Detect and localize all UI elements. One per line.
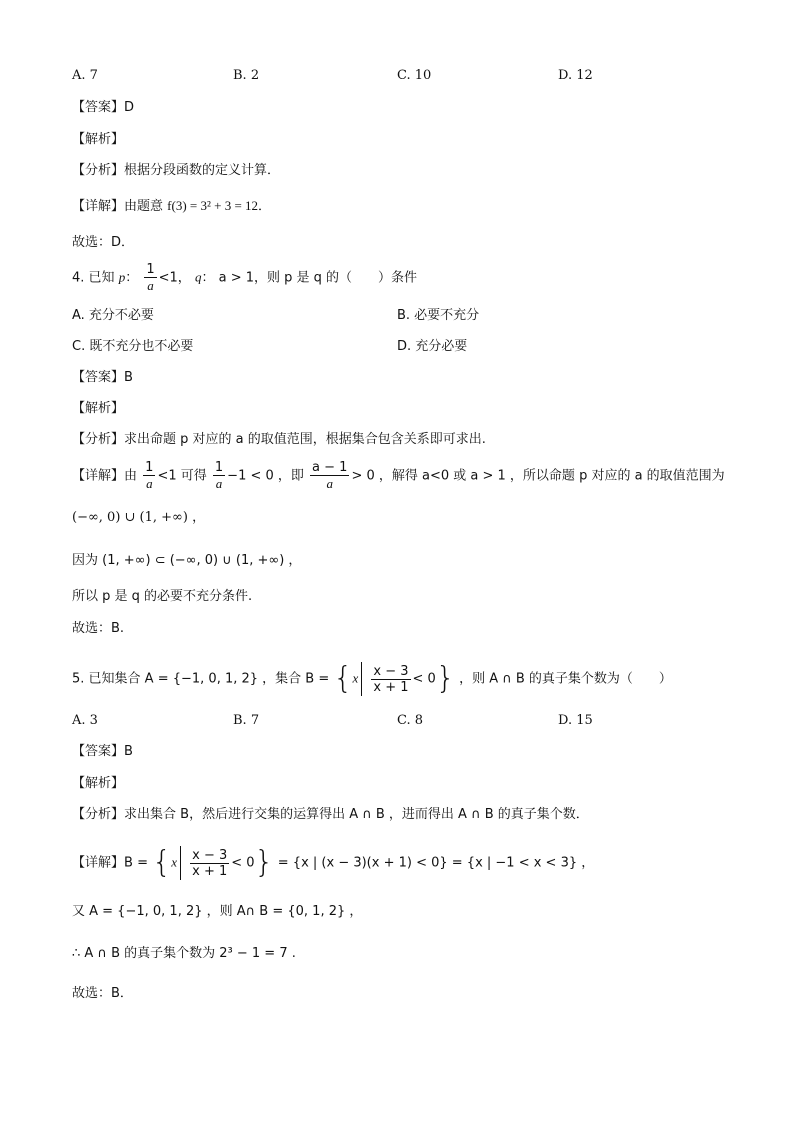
q5-option-b: B. 7 [233, 713, 260, 728]
q5-stem-a: 5. 已知集合 A = {−1, 0, 1, 2} ，集合 B = [72, 671, 330, 687]
x1: 由 [124, 468, 138, 484]
var-q: q [194, 269, 202, 285]
right-brace: } [435, 661, 455, 696]
left-brace: { [152, 845, 172, 880]
q5-choose: 故选：B． [72, 986, 133, 1001]
fenxi-label: 【分析】 [72, 432, 125, 447]
q3-answer [72, 99, 134, 117]
x3: −1 < 0 ，即 [227, 468, 304, 484]
q4-answer [72, 369, 133, 387]
set-bar [361, 662, 362, 696]
fraction-1-over-a [143, 460, 155, 492]
var-p: p [118, 269, 126, 285]
q5-fenxi [72, 806, 589, 824]
x2: <1 可得 [157, 468, 207, 484]
frac-den: a [326, 476, 333, 491]
q4-choose: 故选：B. [72, 621, 125, 636]
q4-fenxi [72, 431, 486, 449]
q3-choose: 故选：D． [72, 235, 135, 250]
xiangjie-label: 【详解】 [72, 199, 125, 214]
frac-num: x − 3 [192, 847, 228, 863]
right-brace: } [254, 845, 274, 880]
q4-range: (−∞, 0) ∪ (1, +∞) ， [72, 510, 206, 525]
frac-num: 1 [145, 460, 154, 475]
q5-option-c: C. 8 [397, 713, 424, 728]
frac-den: x + 1 [192, 863, 228, 879]
frac-num: a − 1 [312, 460, 348, 475]
q3-option-c: C. 10 [397, 68, 432, 83]
answer-label: 【答案】 [72, 744, 125, 759]
frac-num: 1 [214, 460, 224, 475]
fenxi-label: 【分析】 [72, 163, 125, 178]
colon: ： [125, 270, 139, 286]
cond-q: a > 1 [218, 270, 254, 286]
formula: f(3) = 3² + 3 = 12． [167, 198, 272, 213]
frac-den: a [215, 476, 223, 491]
q5-xiangjie: 【详解】B = {x $\frac{x - 3}{x + 1}$ < 0} = {x | (x − 3)(x + 1) < 0} = {x | −1 < x < 3} ， [72, 845, 595, 880]
q5-line2: 又 A = {−1, 0, 1, 2} ，则 A∩ B = {0, 1, 2} ， [72, 904, 363, 919]
answer-label: 【答案】 [72, 370, 125, 385]
q4-option-a: A. 充分不必要 [72, 308, 154, 323]
lt1: <1， [158, 270, 191, 286]
q5-stem-b: ，则 A ∩ B 的真子集个数为（ ） [459, 671, 672, 687]
x4: > 0 ，解得 a<0 或 a > 1 ，所以命题 p 对应的 a 的取值范围为 [351, 468, 725, 484]
frac-den: x + 1 [373, 679, 409, 695]
q5-option-d: D. 15 [558, 713, 593, 728]
fraction-1-over-a [144, 262, 156, 294]
fraction-set [371, 664, 410, 695]
q3-analysis-label: 【解析】 [72, 132, 125, 147]
colon-2: ： [201, 270, 215, 286]
q4-analysis-label: 【解析】 [72, 401, 125, 416]
q5-answer [72, 743, 133, 761]
q4-option-b: B. 必要不充分 [397, 308, 480, 323]
fenxi-label: 【分析】 [72, 807, 125, 822]
fraction-a-minus-1-over-a [310, 460, 349, 492]
q4-option-d: D. 充分必要 [397, 339, 468, 354]
q5-option-a: A. 3 [72, 713, 98, 728]
q3-xiangjie [72, 197, 271, 216]
fenxi-text: 根据分段函数的定义计算． [124, 163, 281, 178]
xiangjie-label: 【详解】 [72, 468, 125, 484]
q4-xiangjie [72, 460, 725, 492]
q5-analysis-label: 【解析】 [72, 776, 125, 791]
answer-value: D [124, 100, 135, 115]
q4-so: 所以 p 是 q 的必要不充分条件. [72, 589, 253, 604]
frac-num: 1 [146, 262, 155, 277]
answer-value: B [124, 370, 133, 385]
q3-option-a: A. 7 [72, 68, 98, 83]
q4-stem-pre: 4. 已知 [72, 270, 115, 286]
fraction-set [190, 848, 229, 879]
frac-den: a [147, 278, 154, 293]
q4-stem-post: ，则 p 是 q 的（ ）条件 [254, 270, 418, 286]
q4-because: 因为 (1, +∞) ⊂ (−∞, 0) ∪ (1, +∞) ， [72, 553, 302, 568]
fenxi-text: 求出集合 B，然后进行交集的运算得出 A ∩ B ，进而得出 A ∩ B 的真子集个数． [124, 807, 589, 822]
frac-den: a [146, 476, 153, 491]
fraction-1-over-a-2 [213, 460, 225, 492]
q5-line3: ∴ A ∩ B 的真子集个数为 2³ − 1 = 7 . [72, 946, 296, 961]
answer-value: B [124, 744, 133, 759]
frac-num: x − 3 [373, 663, 409, 679]
xiangjie-label: 【详解】 [72, 855, 125, 871]
answer-label: 【答案】 [72, 100, 125, 115]
d1: B = [124, 855, 148, 871]
d2: = {x | (x − 3)(x + 1) < 0} = {x | −1 < x < 3} ， [277, 855, 595, 871]
left-brace: { [333, 661, 353, 696]
q3-fenxi [72, 162, 280, 180]
q4-stem [72, 262, 417, 294]
fenxi-text: 求出命题 p 对应的 a 的取值范围，根据集合包含关系即可求出. [124, 432, 486, 447]
q4-option-c: C. 既不充分也不必要 [72, 339, 194, 354]
q3-option-d: D. 12 [558, 68, 593, 83]
xiangjie-pre: 由题意 [124, 199, 164, 214]
set-bar [180, 846, 181, 880]
q5-stem: 5. 已知集合 A = {−1, 0, 1, 2} ，集合 B = {x $\frac{x - 3}{x + 1}$ < 0} ，则 A ∩ B 的真子集个数为（ ） [72, 661, 672, 696]
q3-option-b: B. 2 [233, 68, 260, 83]
